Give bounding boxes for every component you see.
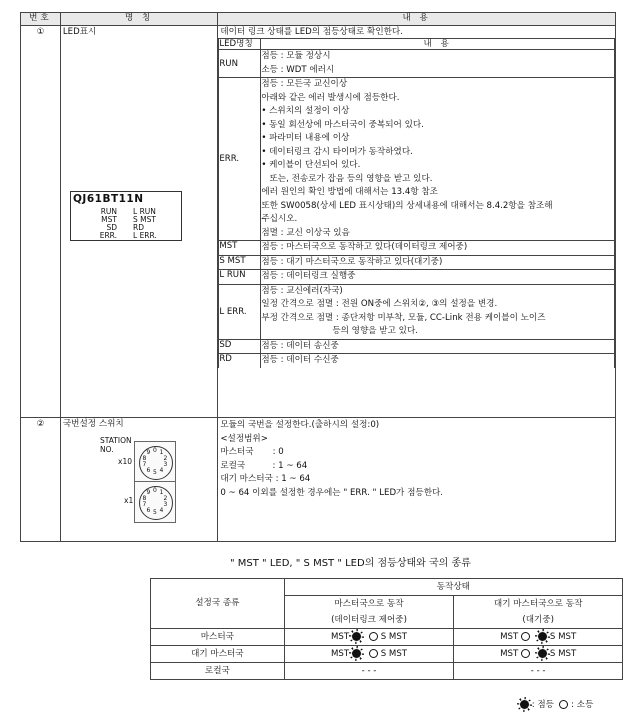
led-err-line: 주십시오. (261, 214, 298, 225)
row2-name: 국번설정 스위치 (60, 418, 217, 542)
dial-digit: 0 (153, 447, 157, 454)
led-name-lerr: L ERR. (219, 284, 261, 339)
led-err-line: 또한 SW0058(상세 LED 표시상태)의 상세내용에 대해서는 8.4.2항을 참조해 (261, 200, 553, 211)
led-err-line: • 동일 회선상에 마스터국이 중복되어 있다. (261, 119, 424, 130)
led-on-icon (538, 632, 547, 641)
led-err-line: • 데이터링크 감시 타이머가 동작하였다. (261, 146, 413, 157)
mst-label: MST (330, 648, 350, 659)
led-lerr-line: 일정 간격으로 점멸 : 전원 ON중에 스위치②, ③의 설정을 변경. (261, 299, 498, 310)
section2-title: " MST " LED, " S MST " LED의 점등상태와 국의 종류 (230, 558, 471, 569)
row-local-col1: - - - (284, 663, 454, 680)
legend-on-label: : 점등 (531, 700, 554, 710)
led-err-line: 점등 : 모든국 교신이상 (261, 79, 348, 90)
led-err-line: 아래와 같은 에러 발생시에 점등한다. (261, 92, 400, 103)
smst-label: S MST (549, 648, 577, 659)
module-model-label: QJ61BT11N (73, 193, 144, 205)
dial-digit: 1 (159, 449, 164, 457)
panel-led-rd: RD (133, 223, 144, 232)
row-standby-name: 대기 마스터국 (151, 646, 285, 663)
smst-label: S MST (549, 631, 577, 642)
row-local-name: 로컬국 (151, 663, 285, 680)
led-err-line: 에러 원인의 확인 방법에 대해서는 13.4항 참조 (261, 187, 438, 198)
led-name-mst: MST (219, 241, 261, 256)
dial-digit: 7 (142, 501, 147, 509)
header-no: 번호 (21, 13, 61, 26)
col1-sub: (데이터링크 제어중) (284, 612, 454, 629)
panel-led-smst: S MST (133, 215, 156, 224)
dial-digit: 7 (142, 461, 147, 469)
led-off-icon (521, 649, 530, 658)
led-panel-illustration (70, 191, 182, 241)
dial-digit: 2 (163, 454, 168, 462)
panel-led-lerr: L ERR. (133, 231, 157, 240)
led-on-icon (352, 649, 361, 658)
led-err-line: • 스위치의 설정이 이상 (261, 106, 350, 117)
led-off-icon (369, 649, 378, 658)
dial-digit: 2 (163, 494, 168, 502)
led-on-icon (538, 649, 547, 658)
led-off-icon (521, 632, 530, 641)
rotary-switch-x10[interactable] (134, 441, 176, 483)
led-run-line: 점등 : 모듈 정상시 (261, 51, 331, 62)
dial-digit: 6 (146, 506, 151, 514)
header-station-type: 설정국 종류 (151, 579, 285, 629)
dial-digit: 5 (153, 469, 157, 476)
dial-digit: 9 (146, 449, 151, 457)
panel-led-err: ERR. (99, 231, 117, 240)
row-master-name: 마스터국 (151, 629, 285, 646)
smst-label: S MST (380, 648, 408, 659)
panel-led-run: RUN (100, 207, 117, 216)
led-lerr-line: 부정 간격으로 점멸 : 종단저항 미부착, 모듈, CC-Link 전용 케이블이 노이즈 (261, 312, 546, 323)
led-name-err: ERR. (219, 78, 261, 241)
led-err-line: • 케이블이 단선되어 있다. (261, 160, 361, 171)
led-err-line: 점멸 : 교신 이상국 있음 (261, 227, 350, 238)
legend-off-label: : 소등 (571, 700, 594, 710)
col2-sub: (대기중) (454, 612, 623, 629)
col1-title: 마스터국으로 동작 (284, 596, 454, 613)
header-name: 명 칭 (60, 13, 217, 26)
row1-no: ① (21, 26, 61, 418)
led-name-smst: S MST (219, 255, 261, 270)
sub-header-led: LED명칭 (219, 39, 261, 50)
dial-digit: 4 (159, 466, 164, 474)
panel-led-mst: MST (101, 215, 117, 224)
smst-label: S MST (380, 631, 408, 642)
led-name-run: RUN (219, 50, 261, 78)
led-lrun-line: 점등 : 데이터링크 실행중 (261, 271, 356, 282)
led-off-icon (559, 700, 568, 709)
led-sd-line: 점등 : 데이터 송신중 (261, 340, 339, 351)
led-on-icon (520, 700, 529, 709)
led-smst-line: 점등 : 대기 마스터국으로 동작하고 있다(대기중) (261, 256, 443, 267)
row-standby-col1 (284, 646, 454, 663)
dial-digit: 1 (159, 489, 164, 497)
row1-name: LED표시 (60, 26, 217, 418)
dial-digit: 8 (142, 494, 147, 502)
station-label: STATION (100, 436, 132, 445)
x1-label: x1 (124, 496, 134, 505)
switch-line: 대기 마스터국 : 1 ~ 64 (220, 474, 311, 484)
led-lerr-line: 점등 : 교신에러(자국) (261, 285, 343, 296)
sub-header-content: 내 용 (261, 39, 615, 50)
legend (520, 700, 593, 710)
header-content: 내 용 (218, 13, 616, 26)
dial-digit: 8 (142, 454, 147, 462)
x10-label: x10 (118, 457, 132, 466)
mst-label: MST (500, 631, 519, 642)
led-err-line: 또는, 전송로가 잡음 등의 영향을 받고 있다. (261, 173, 433, 184)
led-name-rd: RD (219, 354, 261, 368)
mst-label: MST (500, 648, 519, 659)
led-off-icon (369, 632, 378, 641)
rotary-switch-x1[interactable] (134, 481, 176, 523)
header-operation-state: 동작상태 (284, 579, 622, 596)
led-on-icon (352, 632, 361, 641)
led-description-table (20, 12, 616, 542)
switch-line: 모듈의 국번을 설정한다.(출하시의 설정:0) (220, 420, 380, 430)
row-standby-col2 (454, 646, 623, 663)
switch-line: 로컬국 : 1 ~ 64 (220, 460, 308, 471)
dial-digit: 9 (146, 489, 151, 497)
dial-digit: 6 (146, 466, 151, 474)
col2-title: 대기 마스터국으로 동작 (454, 596, 623, 613)
switch-line: <설정범위> (220, 433, 268, 444)
row2-no: ② (21, 418, 61, 542)
switch-line: 0 ~ 64 이외를 설정한 경우에는 " ERR. " LED가 점등한다. (220, 487, 444, 498)
switch-line: 마스터국 : 0 (220, 447, 284, 457)
mst-state-table (150, 578, 623, 680)
dial-digit: 3 (163, 501, 168, 509)
panel-led-lrun: L RUN (133, 207, 156, 216)
led-mst-line: 점등 : 마스터국으로 동작하고 있다(데이터링크 제어중) (261, 242, 468, 253)
row-master-col2 (454, 629, 623, 646)
station-no-label: NO. (100, 445, 114, 454)
led-name-sd: SD (219, 339, 261, 354)
led-rd-line: 점등 : 데이터 수신중 (261, 355, 339, 366)
led-run-line: 소등 : WDT 에러시 (261, 64, 335, 75)
dial-digit: 5 (153, 509, 157, 516)
mst-label: MST (330, 631, 350, 642)
led-inner-table (218, 39, 615, 368)
row-local-col2: - - - (454, 663, 623, 680)
dial-digit: 4 (159, 506, 164, 514)
led-err-line: • 파라미터 내용에 이상 (261, 133, 350, 144)
row-master-col1 (284, 629, 454, 646)
row1-intro: 데이터 링크 상태를 LED의 점등상태로 확인한다. (218, 26, 615, 39)
panel-led-sd: SD (106, 223, 117, 232)
dial-digit: 0 (153, 487, 157, 494)
led-lerr-line: 등의 영향을 받고 있다. (261, 326, 418, 337)
dial-digit: 3 (163, 461, 168, 469)
led-name-lrun: L RUN (219, 270, 261, 285)
